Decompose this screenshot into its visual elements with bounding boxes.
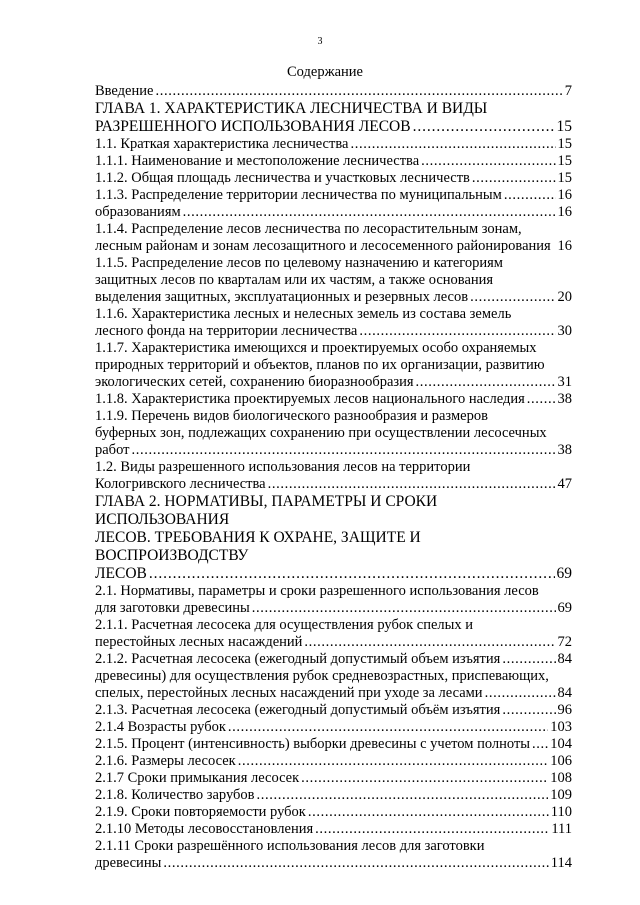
toc-entry[interactable] <box>95 83 572 100</box>
toc-chapter-entry[interactable] <box>95 493 572 583</box>
toc-entry[interactable] <box>95 583 572 617</box>
dot-leader <box>163 855 548 872</box>
toc-page-number: 72 <box>557 634 572 650</box>
toc-entry-text: ЛЕСОВ. ТРЕБОВАНИЯ К ОХРАНЕ, ЗАЩИТЕ И ВОСПРОИЗВОДСТВУ <box>95 529 421 564</box>
toc-page-number: 31 <box>557 374 572 390</box>
toc-page-number: 15 <box>557 170 572 186</box>
toc-entry-text: перестойных лесных насаждений <box>95 634 303 650</box>
toc-page-number: 103 <box>550 719 572 735</box>
toc-title: Содержание <box>287 64 363 80</box>
toc-entry[interactable] <box>95 617 572 651</box>
toc-entry[interactable] <box>95 702 572 719</box>
dot-leader <box>228 719 548 736</box>
toc-entry[interactable] <box>95 408 572 459</box>
toc-page-number: 104 <box>550 736 572 752</box>
toc-entry-text: 1.2. Виды разрешенного использования лесов на территории <box>95 459 471 475</box>
toc-entry[interactable] <box>95 340 572 391</box>
toc-entry[interactable] <box>95 651 572 702</box>
dot-leader <box>470 289 555 306</box>
toc-page-number: 16 <box>557 204 572 220</box>
toc-entry-text: 2.1.5. Процент (интенсивность) выборки древесины с учетом полноты <box>95 736 531 752</box>
toc-page-number: 38 <box>557 442 572 458</box>
dot-leader <box>155 83 562 100</box>
toc-page-number: 7 <box>564 83 572 99</box>
toc-entry[interactable] <box>95 787 572 804</box>
toc-page-number: 47 <box>557 476 572 492</box>
toc-entry-text: 2.1.2. Расчетная лесосека (ежегодный допустимый объем изъятия <box>95 651 501 667</box>
toc-entry-text: 2.1.4 Возрасты рубок <box>95 719 226 735</box>
toc-entry-text: 1.1.4. Распределение лесов лесничества по лесорастительным зонам, <box>95 221 522 237</box>
dot-leader <box>252 600 556 617</box>
toc-entry[interactable] <box>95 255 572 306</box>
page-number: 3 <box>317 36 323 47</box>
toc-page-number: 16 <box>557 238 572 254</box>
toc-entry-text: лесным районам и зонам лесозащитного и лесосеменного районирования <box>95 238 551 254</box>
toc-entry[interactable] <box>95 187 572 221</box>
toc-entry-text: буферных зон, подлежащих сохранению при осуществлении лесосечных <box>95 425 547 441</box>
dot-leader <box>421 153 555 170</box>
toc-page-number: 30 <box>557 323 572 339</box>
toc-page-number: 16 <box>557 187 572 203</box>
dot-leader <box>413 118 555 136</box>
toc-entry[interactable] <box>95 838 572 872</box>
toc-chapter-entry[interactable] <box>95 100 572 136</box>
toc-entry-text: 2.1.1. Расчетная лесосека для осуществления рубок спелых и <box>95 617 474 633</box>
toc-entry-text: образованиям <box>95 204 181 220</box>
toc-entry-text: 2.1. Нормативы, параметры и сроки разрешенного использования лесов <box>95 583 539 599</box>
dot-leader <box>485 685 556 702</box>
toc-page-number: 84 <box>557 651 572 667</box>
dot-leader <box>350 136 555 153</box>
dot-leader <box>149 565 555 583</box>
toc-entry[interactable] <box>95 153 572 170</box>
toc-page-number: 38 <box>557 391 572 407</box>
toc-entry-text: 2.1.10 Методы лесовосстановления <box>95 821 314 837</box>
toc-page-number: 15 <box>557 136 572 152</box>
toc-entry-text: 1.1.3. Распределение территории лесничества по муниципальным <box>95 187 502 203</box>
toc-entry[interactable] <box>95 391 572 408</box>
toc-page-number: 111 <box>551 821 572 837</box>
dot-leader <box>131 442 555 459</box>
toc-entry-text: 1.1.1. Наименование и местоположение лесничества <box>95 153 420 169</box>
dot-leader <box>416 374 556 391</box>
dot-leader <box>308 804 549 821</box>
toc-entry-text: 1.1.5. Распределение лесов по целевому назначению и категориям <box>95 255 503 271</box>
toc-entry-text: спелых, перестойных лесных насаждений при уходе за лесами <box>95 685 483 701</box>
toc-page-number: 108 <box>550 770 572 786</box>
toc-entry-text: 2.1.9. Сроки повторяемости рубок <box>95 804 306 820</box>
toc-entry[interactable] <box>95 306 572 340</box>
dot-leader <box>502 702 555 719</box>
toc-entry[interactable] <box>95 136 572 153</box>
toc-entry-text: для заготовки древесины <box>95 600 250 616</box>
toc-entry[interactable] <box>95 170 572 187</box>
toc-entry-text: древесины <box>95 855 162 871</box>
toc-page-number: 20 <box>557 289 572 305</box>
toc-page-number: 69 <box>557 600 572 616</box>
toc-entry-text: 2.1.6. Размеры лесосек <box>95 753 236 769</box>
toc-entry-text: Кологривского лесничества <box>95 476 266 492</box>
toc-entry-text: 2.1.8. Количество зарубов <box>95 787 255 803</box>
toc-entry-text: 1.1.6. Характеристика лесных и нелесных земель из состава земель <box>95 306 512 322</box>
toc-entry[interactable] <box>95 459 572 493</box>
toc-entry-text: ГЛАВА 2. НОРМАТИВЫ, ПАРАМЕТРЫ И СРОКИ ИСПОЛЬЗОВАНИЯ <box>95 493 438 528</box>
toc-entry-text: 1.1.7. Характеристика имеющихся и проектируемых особо охраняемых <box>95 340 537 356</box>
toc-entry-text: 1.1.8. Характеристика проектируемых лесов национального наследия <box>95 391 525 407</box>
toc-entry-text: 2.1.3. Расчетная лесосека (ежегодный допустимый объём изъятия <box>95 702 501 718</box>
toc-entry-text: РАЗРЕШЕННОГО ИСПОЛЬЗОВАНИЯ ЛЕСОВ <box>95 118 411 135</box>
dot-leader <box>304 634 555 651</box>
toc-page-number: 84 <box>557 685 572 701</box>
table-of-contents <box>95 83 572 872</box>
dot-leader <box>183 204 556 221</box>
toc-page-number: 110 <box>550 804 572 820</box>
toc-page-number: 15 <box>557 153 572 169</box>
toc-page-number: 109 <box>550 787 572 803</box>
dot-leader <box>268 476 556 493</box>
toc-entry[interactable] <box>95 221 572 255</box>
toc-entry[interactable] <box>95 719 572 736</box>
toc-entry-text: ГЛАВА 1. ХАРАКТЕРИСТИКА ЛЕСНИЧЕСТВА И ВИДЫ <box>95 100 488 117</box>
toc-entry-text: 1.1.9. Перечень видов биологического разнообразия и размеров <box>95 408 488 424</box>
toc-entry-text: Введение <box>95 83 154 99</box>
dot-leader <box>315 821 549 838</box>
toc-entry-text: защитных лесов по кварталам или их частям, а также основания <box>95 272 494 288</box>
toc-entry-text: 2.1.7 Сроки примыкания лесосек <box>95 770 300 786</box>
toc-page-number: 69 <box>556 565 572 582</box>
toc-entry-text: 1.1. Краткая характеристика лесничества <box>95 136 349 152</box>
toc-entry-text: 1.1.2. Общая площадь лесничества и участковых лесничеств <box>95 170 470 186</box>
toc-entry[interactable] <box>95 821 572 838</box>
toc-entry-text: 2.1.11 Сроки разрешённого использования лесов для заготовки <box>95 838 485 854</box>
toc-entry[interactable] <box>95 736 572 753</box>
toc-entry-text: лесного фонда на территории лесничества <box>95 323 358 339</box>
toc-entry[interactable] <box>95 770 572 787</box>
dot-leader <box>301 770 548 787</box>
toc-entry-text: ЛЕСОВ <box>95 565 147 582</box>
dot-leader <box>359 323 555 340</box>
dot-leader <box>532 736 548 753</box>
toc-entry[interactable] <box>95 753 572 770</box>
dot-leader <box>472 170 556 187</box>
dot-leader <box>527 391 556 408</box>
toc-page-number: 96 <box>557 702 572 718</box>
dot-leader <box>504 187 556 204</box>
toc-entry-text: природных территорий и объектов, планов по их организации, развитию <box>95 357 545 373</box>
toc-entry-text: древесины) для осуществления рубок средневозрастных, приспевающих, <box>95 668 549 684</box>
dot-leader <box>238 753 549 770</box>
toc-entry-text: выделения защитных, эксплуатационных и резервных лесов <box>95 289 469 305</box>
toc-page-number: 15 <box>556 118 572 135</box>
toc-entry-text: работ <box>95 442 130 458</box>
dot-leader <box>502 651 555 668</box>
dot-leader <box>257 787 549 804</box>
toc-entry[interactable] <box>95 804 572 821</box>
toc-entry-text: экологических сетей, сохранению биоразнообразия <box>95 374 414 390</box>
toc-page-number: 114 <box>550 855 572 871</box>
toc-page-number: 106 <box>550 753 572 769</box>
